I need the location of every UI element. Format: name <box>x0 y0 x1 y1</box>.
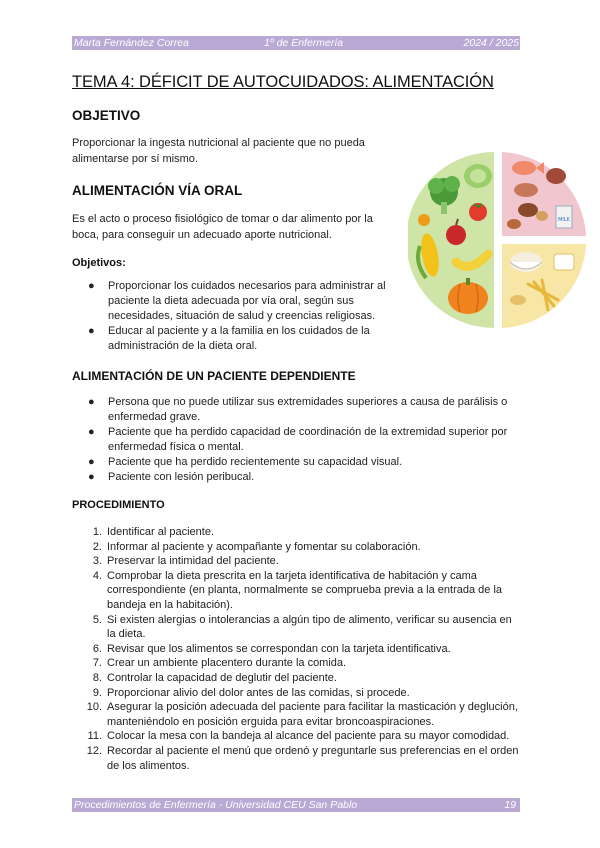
list-item-line: Controlar la capacidad de deglutir del paciente. <box>107 671 337 684</box>
list-item-line: Proporcionar los cuidados necesarios para administrar al <box>108 280 386 292</box>
bread-icon <box>554 254 574 270</box>
list-item-line: manteniéndolo en posición erguida para evitar broncoaspiraciones. <box>107 715 435 728</box>
list-item: 10. Asegurar la posición adecuada del paciente para facilitar la masticación y deglución, manteniéndolo en posición erguida para evitar broncoaspiraciones. <box>72 700 532 729</box>
list-item: ● Proporcionar los cuidados necesarios para administrar al paciente la dieta adecuada por vía oral, según sus necesidades, situación de salud y creencias religiosas. <box>72 279 412 324</box>
footer-text: Procedimientos de Enfermería - Universidad CEU San Pablo <box>74 799 358 811</box>
list-item-line: Crear un ambiente placentero durante la comida. <box>107 657 347 670</box>
list-item: ● Paciente que ha perdido capacidad de coordinación de la extremidad superior por enfermedad física o mental. <box>72 425 532 455</box>
list-item: ● Persona que no puede utilizar sus extremidades superiores a causa de parálisis o enfermedad grave. <box>72 395 532 425</box>
page-header <box>72 36 520 50</box>
list-item: 8. Controlar la capacidad de deglutir del paciente. <box>72 671 532 686</box>
list-item-line: Educar al paciente y a la familia en los cuidados de la <box>108 325 370 337</box>
list-item: 12. Recordar al paciente el menú que ordenó y preguntarle sus preferencias en el orden de los alimentos. <box>72 744 532 773</box>
list-item-line: bandeja en la habitación). <box>107 598 233 611</box>
objetivo-heading: OBJETIVO <box>72 108 141 123</box>
list-item-line: Paciente que ha perdido recientemente su capacidad visual. <box>108 456 403 468</box>
list-item-line: Proporcionar alivio del dolor antes de las comidas, si procede. <box>107 686 410 699</box>
list-item-line: Asegurar la posición adecuada del paciente para facilitar la masticación y deglución, <box>107 701 518 714</box>
header-course: 1º de Enfermería <box>264 37 344 49</box>
header-author: Marta Fernández Correa <box>74 37 189 49</box>
list-item: 9. Proporcionar alivio del dolor antes de las comidas, si procede. <box>72 686 532 701</box>
list-item: 4. Comprobar la dieta prescrita en la tarjeta identificativa de habitación y cama correspondiente (en planta, normalmente se comprueba previa a la entrada de la bandeja en la habitación). <box>72 569 532 613</box>
list-item-line: Si existen alergias o intolerancias a algún tipo de alimento, verificar su ausencia en <box>107 613 512 626</box>
header-year: 2024 / 2025 <box>463 37 519 49</box>
list-item: 3. Preservar la intimidad del paciente. <box>72 554 532 569</box>
page-footer <box>72 798 520 812</box>
list-item-line: Preservar la intimidad del paciente. <box>107 555 279 568</box>
page-title: TEMA 4: DÉFICIT DE AUTOCUIDADOS: ALIMENTACIÓN <box>72 73 494 91</box>
list-item: ● Paciente con lesión peribucal. <box>72 470 532 485</box>
list-item-line: Colocar la mesa con la bandeja al alcance del paciente para su mayor comodidad. <box>107 730 510 743</box>
list-item: 7. Crear un ambiente placentero durante la comida. <box>72 656 532 671</box>
list-item-line: paciente la dieta adecuada por vía oral, según sus <box>108 295 354 307</box>
procedimiento-list <box>72 525 532 773</box>
objetivo-line: Proporcionar la ingesta nutricional al paciente que no pueda <box>72 137 365 149</box>
list-item-line: Revisar que los alimentos se correspondan con la tarjeta identificativa. <box>107 642 451 655</box>
oral-line: Es el acto o proceso fisiológico de tomar o dar alimento por la <box>72 213 373 225</box>
page-number: 19 <box>504 799 516 811</box>
procedimiento-heading: PROCEDIMIENTO <box>72 499 165 511</box>
pumpkin-icon <box>448 282 488 314</box>
oral-objetivos-list <box>72 279 412 354</box>
list-item: 1. Identificar al paciente. <box>72 525 532 540</box>
objetivo-line: alimentarse por sí mismo. <box>72 152 198 165</box>
list-item-line: administración de la dieta oral. <box>108 340 258 352</box>
list-item-line: Informar al paciente y acompañante y fomentar su colaboración. <box>107 540 421 553</box>
list-item-line: Recordar al paciente el menú que ordenó y preguntarle sus preferencias en el orden <box>107 744 519 757</box>
tomato-icon <box>469 203 487 221</box>
list-item: 2. Informar al paciente y acompañante y fomentar su colaboración. <box>72 540 532 555</box>
list-item-line: necesidades, situación de salud y creencias religiosas. <box>108 310 376 322</box>
list-item-line: Paciente con lesión peribucal. <box>108 471 255 483</box>
meat-icon <box>546 168 566 184</box>
list-item-line: Persona que no puede utilizar sus extremidades superiores a causa de parálisis o <box>108 396 508 408</box>
list-item-line: Paciente que ha perdido capacidad de coordinación de la extremidad superior por <box>108 426 508 438</box>
list-item-line: Identificar al paciente. <box>107 526 215 538</box>
list-item: 11. Colocar la mesa con la bandeja al alcance del paciente para su mayor comodidad. <box>72 729 532 744</box>
list-item: 5. Si existen alergias o intolerancias a algún tipo de alimento, verificar su ausencia en la dieta. <box>72 613 532 642</box>
dependiente-list <box>72 395 532 485</box>
list-item: 6. Revisar que los alimentos se correspondan con la tarjeta identificativa. <box>72 642 532 657</box>
milk-label: MILK <box>558 217 570 223</box>
apple-icon <box>446 225 466 245</box>
list-item-line: correspondiente (en planta, normalmente se comprueba previa a la entrada de la <box>107 584 503 597</box>
oral-heading: ALIMENTACIÓN VÍA ORAL <box>72 183 243 198</box>
steak-icon <box>514 183 538 197</box>
orange-icon <box>418 214 430 226</box>
list-item: ● Educar al paciente y a la familia en los cuidados de la administración de la dieta oral. <box>72 324 412 354</box>
oral-line: boca, para conseguir un adecuado aporte nutricional. <box>72 228 332 241</box>
oral-text <box>72 212 373 243</box>
dependiente-heading: ALIMENTACIÓN DE UN PACIENTE DEPENDIENTE <box>72 369 356 383</box>
list-item-line: la dieta. <box>107 628 146 641</box>
list-item-line: enfermedad grave. <box>108 411 201 423</box>
objetivo-text <box>72 136 365 167</box>
food-plate-icon <box>408 150 588 330</box>
list-item-line: enfermedad física o mental. <box>108 441 244 453</box>
fish-icon <box>512 161 536 175</box>
objetivos-subheading: Objetivos: <box>72 257 126 269</box>
list-item: ● Paciente que ha perdido recientemente su capacidad visual. <box>72 455 532 470</box>
list-item-line: Comprobar la dieta prescrita en la tarjeta identificativa de habitación y cama <box>107 569 477 582</box>
nuts-icon <box>518 203 538 217</box>
list-item-line: de los alimentos. <box>107 759 190 772</box>
